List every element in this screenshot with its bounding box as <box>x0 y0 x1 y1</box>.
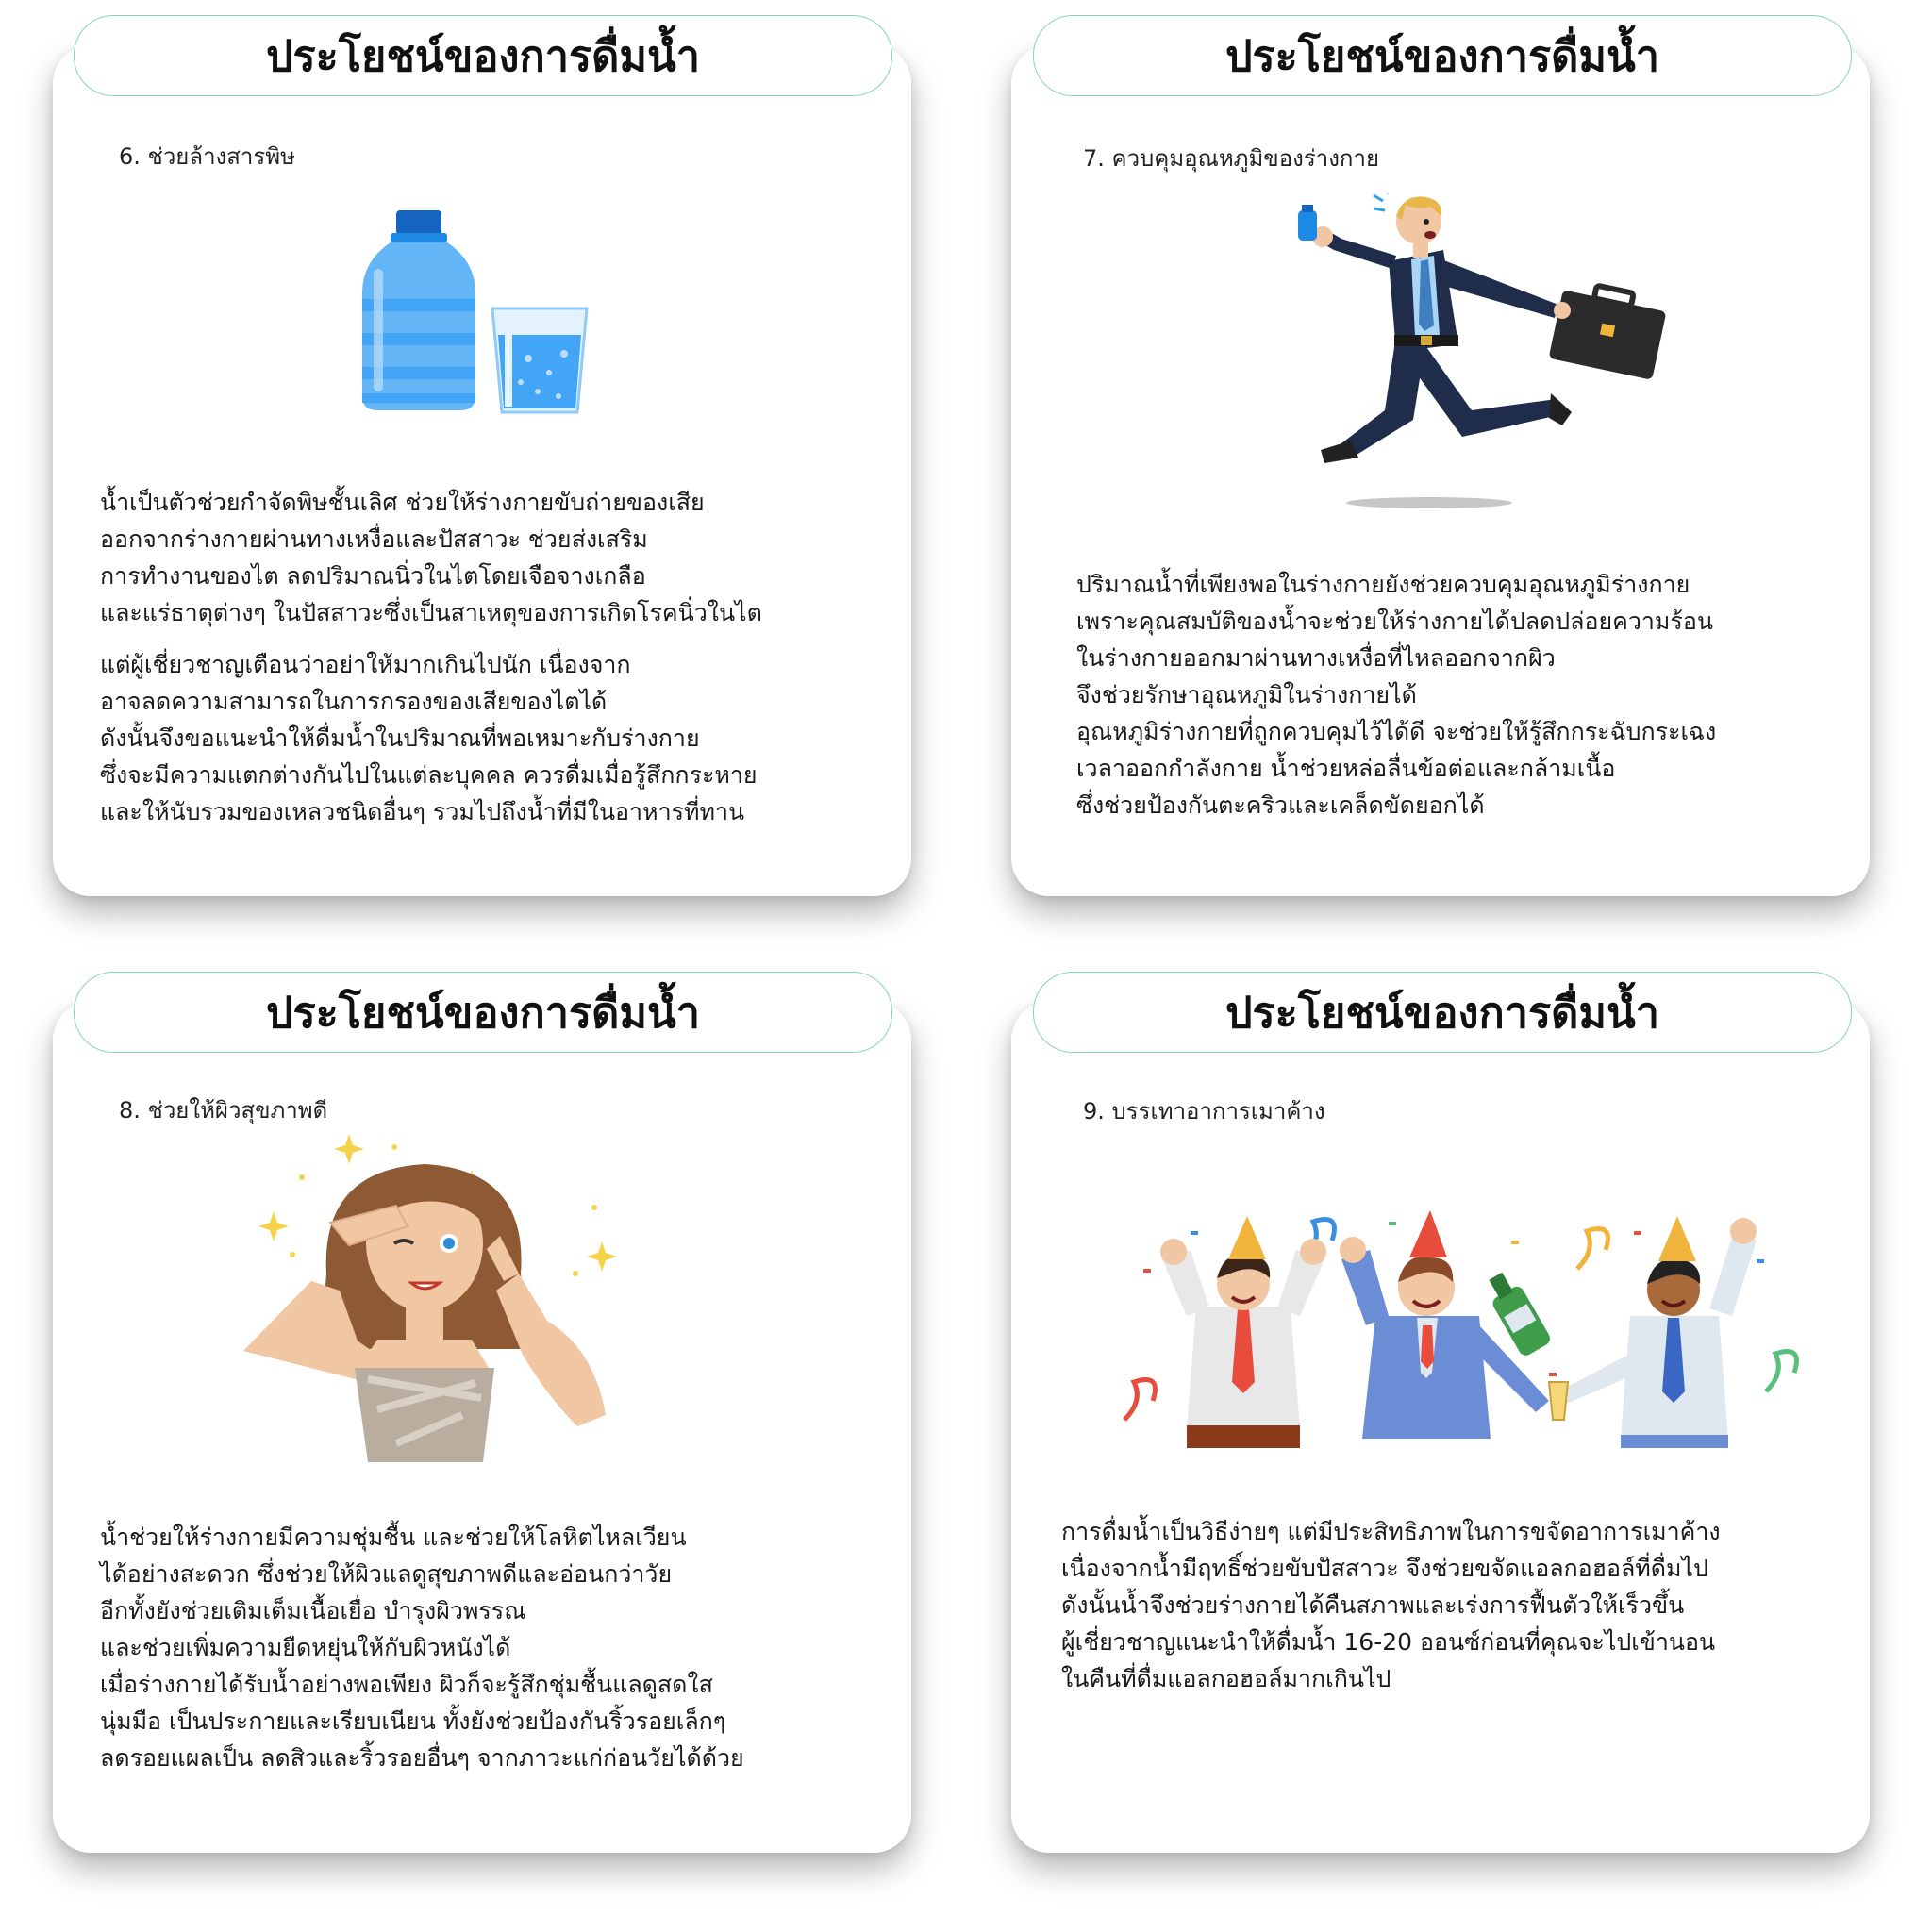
card-paragraph: การดื่มน้ำเป็นวิธีง่ายๆ แต่มีประสิทธิภาพในการขจัดอาการเมาค้าง เนื่องจากน้ำมีฤทธิ์ช่วยขับปัสสาวะ จึงช่วยขจัดแอลกอฮอล์ที่ดื่มไป ดังนั้นน้ำจึงช่วยร่างกายได้คืนสภาพและเร่งการฟื้นตัวให้เร็วขึ้น ผู้เชี่ยวชาญแนะนำให้ดื่มน้ำ 16-20 ออนซ์ก่อนที่คุณจะไปเข้านอน ในคืนที่ดื่มแอลกอฮอล์มากเกินไป <box>1061 1518 1721 1692</box>
card-paragraph: น้ำช่วยให้ร่างกายมีความชุ่มชื้น และช่วยให้โลหิตไหลเวียน ได้อย่างสะดวก ซึ่งช่วยให้ผิวแลดูสุขภาพดีและอ่อนกว่าวัย อีกทั้งยังช่วยเติมเต็มเนื้อเยื่อ บำรุงผิวพรรณ และช่วยเพิ่มความยืดหยุ่นให้กับผิวหนังได้ เมื่อร่างกายได้รับน้ำอย่างพอเพียง ผิวก็จะรู้สึกชุ่มชื้นแลดูสดใส นุ่มมือ เป็นประกายและเรียบเนียน ทั้งยังช่วยป้องกันริ้วรอยเล็กๆ ลดรอยแผลเป็น ลดสิวและริ้วรอยอื่นๆ จากภาวะแก่ก่อนวัยได้ด้วย <box>100 1524 744 1772</box>
card-paragraph: ปริมาณน้ำที่เพียงพอในร่างกายยังช่วยควบคุมอุณหภูมิร่างกาย เพราะคุณสมบัติของน้ำจะช่วยให้ร่างกายได้ปลดปล่อยความร้อน ในร่างกายออกมาผ่านทางเหงื่อที่ไหลออกจากผิว จึงช่วยรักษาอุณหภูมิในร่างกายได้ อุณหภูมิร่างกายที่ถูกควบคุมไว้ได้ดี จะช่วยให้รู้สึกกระฉับกระเฉง เวลาออกกำลังกาย น้ำช่วยหล่อลื่นข้อต่อและกล้ามเนื้อ ซึ่งช่วยป้องกันตะคริวและเคล็ดขัดยอกได้ <box>1076 571 1717 819</box>
card-subtitle: 6. ช่วยล้างสารพิษ <box>119 143 295 170</box>
woman-skin-illustration <box>236 1132 632 1462</box>
card-subtitle: 8. ช่วยให้ผิวสุขภาพดี <box>119 1097 328 1124</box>
party-men-illustration <box>1106 1203 1823 1448</box>
card-subtitle: 7. ควบคุมอุณหภูมิของร่างกาย <box>1083 145 1380 172</box>
running-businessman-illustration <box>1283 193 1726 514</box>
card-paragraph: น้ำเป็นตัวช่วยกำจัดพิษชั้นเลิศ ช่วยให้ร่างกายขับถ่ายของเสีย ออกจากร่างกายผ่านทางเหงื่อและปัสสาวะ ช่วยส่งเสริม การทำงานของไต ลดปริมาณนิ่วในไตโดยเจือจางเกลือ และแร่ธาตุต่างๆ ในปัสสาวะซึ่งเป็นสาเหตุของการเกิดโรคนิ่วในไต แต่ผู้เชี่ยวชาญเตือนว่าอย่าให้มากเกินไปนัก เนื่องจาก อาจลดความสามารถในการกรองของเสียของไตได้ ดังนั้นจึงขอแนะนำให้ดื่มน้ำในปริมาณที่พอเหมาะกับร่างกาย ซึ่งจะมีความแตกต่างกันไปในแต่ละบุคคล ควรดื่มเมื่อรู้สึกกระหาย และให้นับรวมของเหลวชนิดอื่นๆ รวมไปถึงน้ำที่มีในอาหารที่ทาน <box>100 489 762 825</box>
card-title: ประโยชน์ของการดื่มน้ำ <box>1033 972 1852 1053</box>
card-title: ประโยชน์ของการดื่มน้ำ <box>74 15 892 96</box>
water-bottle-illustration <box>349 203 604 420</box>
card-title: ประโยชน์ของการดื่มน้ำ <box>1033 15 1852 96</box>
card-title: ประโยชน์ของการดื่มน้ำ <box>74 972 892 1053</box>
card-subtitle: 9. บรรเทาอาการเมาค้าง <box>1083 1098 1325 1124</box>
